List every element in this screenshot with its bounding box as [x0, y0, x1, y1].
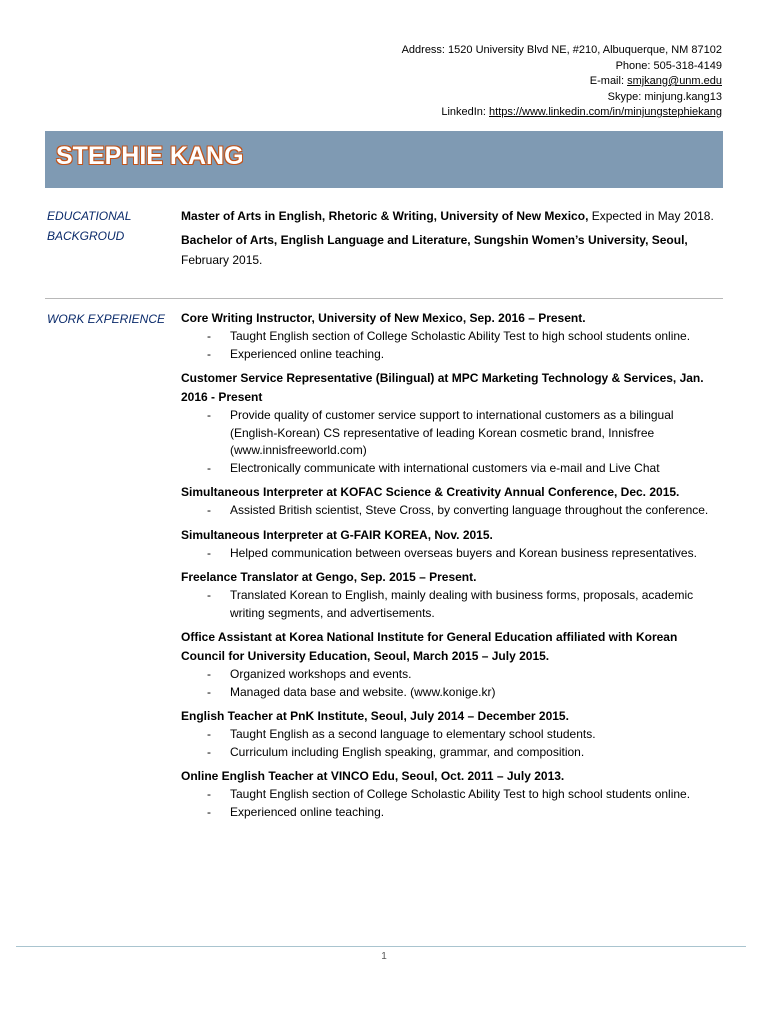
job-entry [181, 483, 723, 520]
education-body [181, 206, 723, 270]
job-bullet [181, 744, 723, 762]
job-entry [181, 707, 723, 761]
job-bullet-text: Taught English section of College Scholastic Ability Test to high school students online. [230, 329, 691, 343]
email-link[interactable]: smjkang@unm.edu [627, 75, 722, 87]
linkedin-label: LinkedIn: [441, 106, 490, 118]
job-bullet-text: Taught English section of College Scholastic Ability Test to high school students online. [230, 787, 691, 801]
job-title: Freelance Translator at Gengo, Sep. 2015 – Present. [181, 570, 477, 584]
contact-block [402, 43, 722, 121]
job-bullet [181, 502, 723, 520]
section-divider [45, 298, 723, 299]
footer-divider [16, 946, 746, 947]
education-label-line2: BACKGROUD [47, 229, 125, 243]
job-bullet-text: Organized workshops and events. [230, 667, 412, 681]
job-bullet-text: Experienced online teaching. [230, 804, 385, 819]
job-entry [181, 568, 723, 622]
email-line [402, 74, 722, 90]
bullet-dash: - [207, 408, 211, 422]
linkedin-link[interactable]: https://www.linkedin.com/in/minjungstephiekang [489, 106, 722, 118]
job-bullet-text: Provide quality of customer service support to international customers as a bilingual (English-Korean) CS representative of leading Korean cosmetic brand, Innisfree (www.innisfreeworld.com) [230, 408, 674, 457]
job-bullets [181, 502, 723, 520]
work-section [45, 309, 723, 827]
job-bullet-text: Assisted British scientist, Steve Cross, by converting language throughout the conference. [230, 503, 709, 517]
education-label [47, 206, 172, 246]
degree: Bachelor of Arts, English Language and Literature, Sungshin Women’s University, Seoul, [181, 233, 688, 247]
candidate-name: STEPHIE KANG [56, 142, 244, 170]
job-bullet [181, 666, 723, 684]
job-bullets [181, 328, 723, 363]
job-bullets [181, 726, 723, 761]
job-bullet [181, 407, 723, 460]
job-bullet [181, 346, 723, 364]
degree-date: Expected in May 2018. [588, 209, 714, 223]
job-title: Simultaneous Interpreter at KOFAC Science & Creativity Annual Conference, Dec. 2015. [181, 485, 680, 499]
skype-text: Skype: minjung.kang13 [607, 90, 722, 103]
job-bullet [181, 804, 723, 822]
job-title: Core Writing Instructor, University of New Mexico, Sep. 2016 – Present. [181, 311, 586, 325]
degree: Master of Arts in English, Rhetoric & Writing, University of New Mexico, [181, 209, 589, 223]
job-bullet [181, 460, 723, 478]
work-body [181, 309, 723, 821]
job-bullets [181, 545, 723, 563]
bullet-dash: - [207, 787, 211, 801]
education-entry [181, 230, 723, 270]
bullet-dash: - [207, 588, 211, 602]
job-entry [181, 309, 723, 363]
job-title: Simultaneous Interpreter at G-FAIR KOREA, Nov. 2015. [181, 527, 493, 542]
job-bullet-text: Electronically communicate with international customers via e-mail and Live Chat [230, 460, 660, 475]
address-text: Address: 1520 University Blvd NE, #210, Albuquerque, NM 87102 [401, 44, 722, 56]
job-title: English Teacher at PnK Institute, Seoul, July 2014 – December 2015. [181, 709, 569, 723]
job-title: Office Assistant at Korea National Institute for General Education affiliated with Korean Council for University Education, Seoul, March 2015 – July 2015. [181, 630, 678, 663]
job-bullets [181, 666, 723, 701]
name-banner [45, 131, 723, 188]
education-section [45, 206, 723, 274]
work-label: WORK EXPERIENCE [47, 312, 166, 326]
bullet-dash: - [207, 346, 211, 361]
job-title: Customer Service Representative (Bilingual) at MPC Marketing Technology & Services, Jan. 2016 - Present [181, 371, 704, 404]
degree-date: February 2015. [181, 253, 263, 267]
job-bullet [181, 726, 723, 744]
job-entry [181, 526, 723, 563]
bullet-dash: - [207, 804, 211, 819]
job-bullet [181, 545, 723, 563]
bullet-dash: - [207, 727, 211, 741]
job-bullet [181, 328, 723, 346]
job-bullet-text: Helped communication between overseas buyers and Korean business representatives. [230, 545, 697, 560]
bullet-dash: - [207, 667, 211, 681]
job-bullet [181, 684, 723, 702]
job-entry [181, 767, 723, 821]
bullet-dash: - [207, 744, 211, 759]
job-bullets [181, 786, 723, 821]
job-title: Online English Teacher at VINCO Edu, Seoul, Oct. 2011 – July 2013. [181, 769, 565, 783]
linkedin-line [402, 105, 722, 121]
job-bullet-text: Managed data base and website. (www.konige.kr) [230, 684, 496, 699]
job-bullets [181, 407, 723, 477]
bullet-dash: - [207, 545, 211, 560]
job-bullets [181, 587, 723, 622]
email-label: E-mail: [589, 75, 628, 87]
bullet-dash: - [207, 460, 211, 475]
job-entry [181, 369, 723, 477]
bullet-dash: - [207, 503, 211, 517]
page-number: 1 [381, 951, 387, 962]
bullet-dash: - [207, 329, 211, 343]
job-bullet [181, 587, 723, 622]
education-entry [181, 206, 723, 226]
bullet-dash: - [207, 684, 211, 699]
job-bullet-text: Experienced online teaching. [230, 346, 385, 361]
job-bullet-text: Taught English as a second language to elementary school students. [230, 727, 596, 741]
job-entry [181, 628, 723, 701]
education-label-line1: EDUCATIONAL [47, 209, 132, 223]
job-bullet [181, 786, 723, 804]
job-bullet-text: Curriculum including English speaking, grammar, and composition. [230, 744, 585, 759]
job-bullet-text: Translated Korean to English, mainly dealing with business forms, proposals, academic writing segments, and advertisements. [230, 588, 694, 620]
phone-text: Phone: 505-318-4149 [615, 59, 722, 72]
